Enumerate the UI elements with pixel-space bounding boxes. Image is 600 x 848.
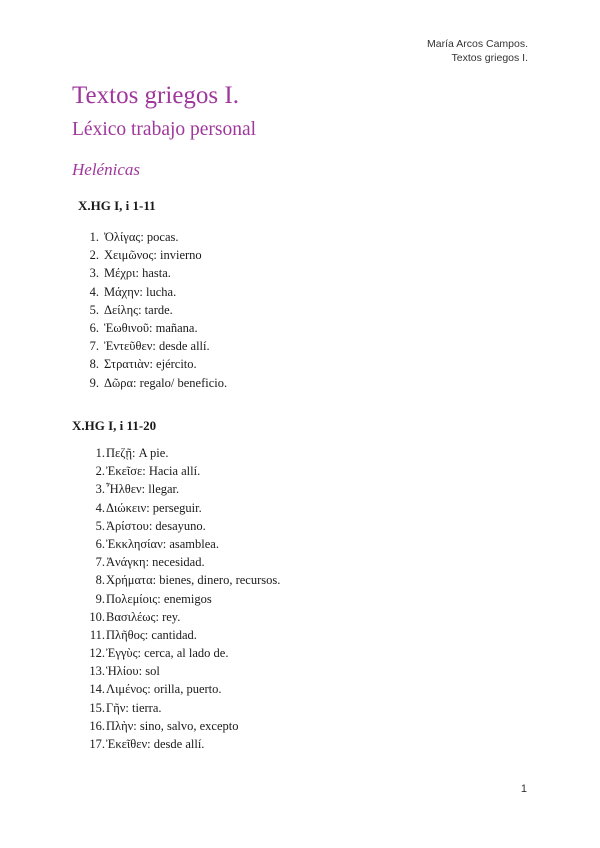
- page-number: 1: [520, 783, 527, 795]
- list-item-number: 7.: [95, 555, 105, 570]
- list-item-text: Μέχρι: hasta.: [104, 266, 171, 281]
- list-item: [72, 246, 227, 264]
- list-item: [72, 699, 280, 717]
- list-item: [72, 301, 227, 319]
- list-item-text: Ἐκκλησίαν: asamblea.: [106, 536, 219, 551]
- list-item-text: Πλῆθος: cantidad.: [106, 627, 197, 642]
- list-item-text: Ἐγγὺς: cerca, al lado de.: [106, 646, 229, 661]
- list-item: [72, 735, 280, 753]
- list-item-text: Ἡλίου: sol: [106, 664, 160, 679]
- list-item-text: Πεζῇ: A pie.: [106, 446, 169, 460]
- list-item: [72, 571, 280, 589]
- list-item: [72, 553, 280, 571]
- list-item-number: 6.: [95, 536, 105, 551]
- list-item-text: Ἀρίστου: desayuno.: [106, 518, 206, 533]
- list-item-text: Χειμῶνος: invierno: [104, 248, 202, 263]
- list-item-number: 1.: [89, 230, 99, 244]
- list-item-text: Ἐκεῖθεν: desde allí.: [106, 737, 205, 751]
- section-title: Helénicas: [72, 160, 140, 179]
- document-title: Textos griegos I.: [72, 82, 239, 109]
- list-item: [72, 717, 280, 735]
- list-item-text: Στρατιὰν: ejército.: [104, 357, 197, 372]
- list-item-text: Ἐκεῖσε: Hacia allí.: [106, 464, 201, 479]
- list-item: [72, 480, 280, 498]
- list-item-text: Πλὴν: sino, salvo, excepto: [106, 718, 239, 733]
- header-author: María Arcos Campos.: [427, 38, 528, 50]
- list-item-number: 4.: [89, 284, 99, 299]
- list-item: [72, 626, 280, 644]
- list-item-text: Ἑωθινοῦ: mañana.: [104, 320, 198, 335]
- block-title-1: X.HG I, i 1-11: [78, 198, 156, 213]
- vocabulary-list-1: [72, 228, 227, 392]
- list-item: [72, 355, 227, 373]
- list-item: [72, 499, 280, 517]
- list-item-number: 2.: [95, 464, 105, 479]
- list-item: [72, 283, 227, 301]
- list-item: [72, 264, 227, 282]
- list-item-text: Ὀλίγας: pocas.: [104, 230, 179, 244]
- list-item: [72, 444, 280, 462]
- list-item-number: 17.: [89, 737, 105, 751]
- list-item-number: 1.: [95, 446, 105, 460]
- list-item-number: 16.: [89, 718, 105, 733]
- list-item-number: 3.: [95, 482, 105, 497]
- list-item: [72, 535, 280, 553]
- vocabulary-list-2: [72, 444, 280, 753]
- list-item: [72, 462, 280, 480]
- list-item: [72, 680, 280, 698]
- list-item-number: 4.: [95, 500, 105, 515]
- list-item-number: 5.: [89, 302, 99, 317]
- list-item: [72, 517, 280, 535]
- block-title-2: X.HG I, i 11-20: [72, 418, 157, 433]
- list-item-number: 3.: [89, 266, 99, 281]
- list-item-number: 15.: [89, 700, 105, 715]
- list-item: [72, 644, 280, 662]
- list-item-number: 10.: [89, 609, 105, 624]
- list-item: [72, 228, 227, 246]
- list-item: [72, 662, 280, 680]
- list-item: [72, 608, 280, 626]
- list-item-number: 5.: [95, 518, 105, 533]
- list-item: [72, 590, 280, 608]
- list-item-number: 11.: [89, 627, 105, 642]
- list-item-number: 14.: [89, 682, 105, 697]
- list-item-text: Διώκειν: perseguir.: [106, 500, 202, 515]
- list-item-text: Χρήματα: bienes, dinero, recursos.: [106, 573, 281, 588]
- list-item-number: 9.: [95, 591, 105, 606]
- list-item-text: Μάχην: lucha.: [104, 284, 177, 299]
- list-item-number: 8.: [89, 357, 99, 372]
- list-item-text: Βασιλέως: rey.: [106, 609, 181, 624]
- list-item-number: 7.: [89, 339, 99, 354]
- list-item: [72, 374, 227, 392]
- list-item-number: 9.: [89, 375, 99, 390]
- list-item-text: Γῆν: tierra.: [106, 700, 162, 715]
- list-item-text: Πολεμίοις: enemigos: [106, 591, 212, 606]
- list-item-number: 2.: [89, 248, 99, 263]
- list-item-text: Δῶρα: regalo/ beneficio.: [104, 375, 228, 390]
- list-item: [72, 319, 227, 337]
- list-item-number: 13.: [89, 664, 105, 679]
- list-item-number: 12.: [89, 646, 105, 661]
- list-item-number: 8.: [95, 573, 105, 588]
- list-item-text: Ἀνάγκη: necesidad.: [106, 555, 205, 570]
- header-course: Textos griegos I.: [451, 52, 528, 64]
- list-item-text: Ἐντεῦθεν: desde allí.: [104, 339, 210, 354]
- page-header: [427, 37, 528, 65]
- list-item-text: Λιμένος: orilla, puerto.: [106, 682, 222, 697]
- list-item-text: Ἦλθεν: llegar.: [106, 482, 180, 497]
- list-item-text: Δείλης: tarde.: [104, 302, 173, 317]
- list-item-number: 6.: [89, 320, 99, 335]
- document-subtitle: Léxico trabajo personal: [72, 119, 257, 140]
- list-item: [72, 337, 227, 355]
